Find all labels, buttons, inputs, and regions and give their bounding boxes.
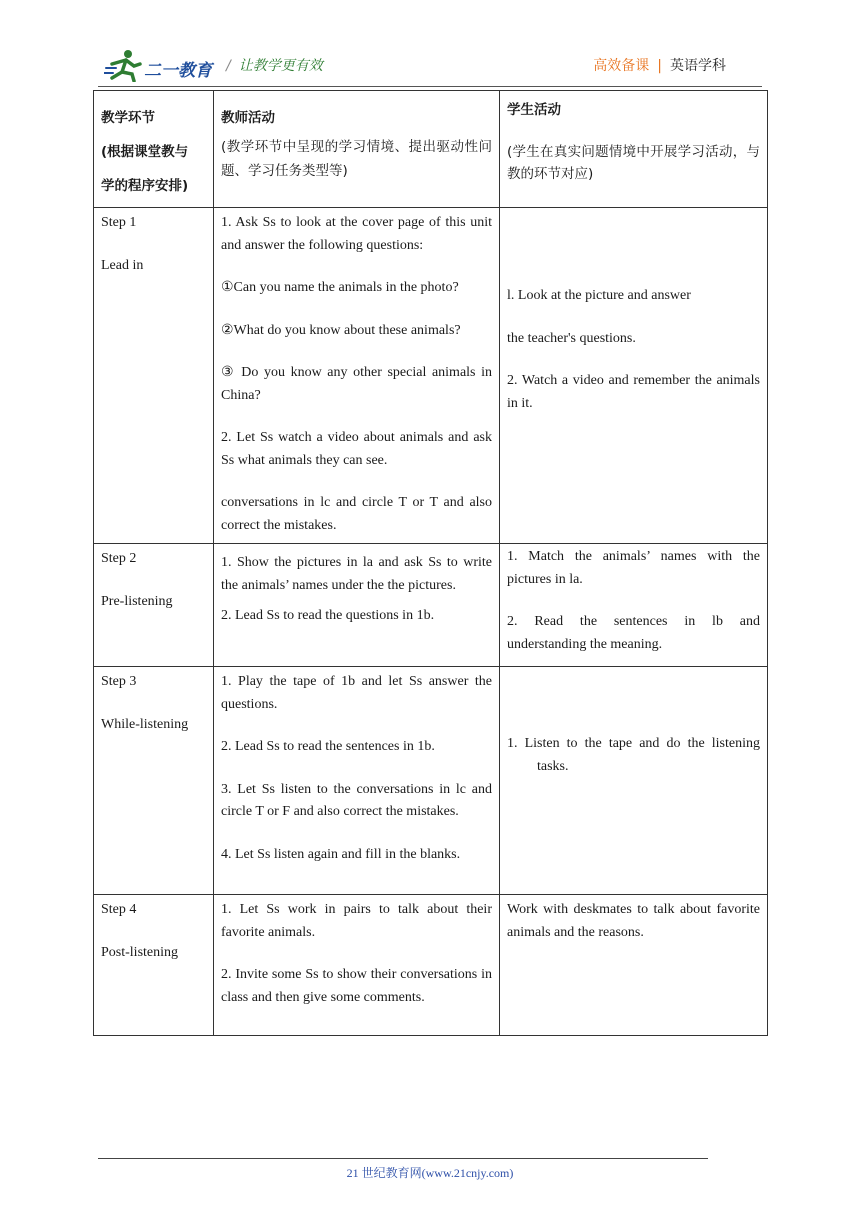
table-header-row xyxy=(94,91,768,208)
footer-rule xyxy=(98,1158,708,1159)
slash-divider: / xyxy=(226,58,231,74)
stage-label: While-listening xyxy=(101,716,189,732)
teacher-item: 2. Lead Ss to read the sentences in 1b. xyxy=(221,739,435,754)
step-cell xyxy=(94,895,214,1036)
slogan-text: 让教学更有效 xyxy=(238,58,323,74)
table-row xyxy=(94,208,768,544)
teacher-item: 4. Let Ss listen again and fill in the blanks. xyxy=(221,846,461,862)
header-stage-line: (根据课堂教与 xyxy=(101,144,189,160)
student-item: 1. Match the animals’ names with the pictures in la. xyxy=(507,549,760,587)
teacher-activity-cell xyxy=(214,208,500,544)
teacher-item: 3. Let Ss listen to the conversations in lc and circle T or F and also correct the mistakes. xyxy=(221,781,492,819)
footer-text: 21 世纪教育网(www.21cnjy.com) xyxy=(346,1166,514,1180)
header-student-title: 学生活动 xyxy=(507,102,561,118)
teacher-item: ③ Do you know any other special animals in China? xyxy=(221,365,492,403)
header-tag-b: 英语学科 xyxy=(670,58,726,74)
header-teacher-sub: (教学环节中呈现的学习情境、提出驱动性问题、学习任务类型等) xyxy=(221,139,492,179)
logo-text: 二一教育 xyxy=(144,61,212,80)
step-cell xyxy=(94,544,214,667)
stage-label: Pre-listening xyxy=(101,593,173,609)
table-row xyxy=(94,895,768,1036)
step-label: Step 2 xyxy=(101,551,137,566)
teacher-item: 1. Ask Ss to look at the cover page of this unit and answer the following questions: xyxy=(221,215,492,253)
step-cell xyxy=(94,208,214,544)
table-row xyxy=(94,544,768,667)
teacher-item: 1. Let Ss work in pairs to talk about their favorite animals. xyxy=(221,902,492,940)
header-cell-teacher xyxy=(214,91,500,208)
teacher-item: ①Can you name the animals in the photo? xyxy=(221,280,459,295)
header-stage-line: 学的程序安排) xyxy=(101,178,189,194)
teacher-activity-cell xyxy=(214,544,500,667)
stage-label: Post-listening xyxy=(101,944,179,960)
logo xyxy=(104,48,214,82)
teacher-item: ②What do you know about these animals? xyxy=(221,322,461,338)
header-right xyxy=(593,55,726,75)
teacher-item: 1. Play the tape of 1b and let Ss answer the questions. xyxy=(221,674,492,712)
teacher-item: 2. Lead Ss to read the questions in 1b. xyxy=(221,608,435,623)
header-teacher-title: 教师活动 xyxy=(221,110,275,126)
slogan xyxy=(226,55,323,75)
teacher-item: conversations in lc and circle T or T and also correct the mistakes. xyxy=(221,495,492,533)
student-activity-cell xyxy=(500,667,768,895)
student-item: l. Look at the picture and answer xyxy=(507,288,691,303)
student-activity-cell xyxy=(500,544,768,667)
step-label: Step 1 xyxy=(101,215,137,230)
header-cell-stage xyxy=(94,91,214,208)
student-item: 2. Watch a video and remember the animals in it. xyxy=(507,373,760,411)
teacher-activity-cell xyxy=(214,667,500,895)
lesson-plan-table xyxy=(93,90,768,1036)
header-rule xyxy=(98,86,762,87)
teacher-activity-cell xyxy=(214,895,500,1036)
header-cell-student xyxy=(500,91,768,208)
teacher-item: 2. Invite some Ss to show their conversations in class and then give some comments. xyxy=(221,967,492,1005)
teacher-item: 2. Let Ss watch a video about animals and ask Ss what animals they can see. xyxy=(221,430,492,468)
table-row xyxy=(94,667,768,895)
header-separator: | xyxy=(657,58,662,74)
step-cell xyxy=(94,667,214,895)
step-label: Step 3 xyxy=(101,674,137,689)
teacher-item: 1. Show the pictures in la and ask Ss to write the animals’ names under the the pictures. xyxy=(221,555,492,593)
header-tag-a: 高效备课 xyxy=(593,58,650,74)
header-student-sub: (学生在真实问题情境中开展学习活动，与教的环节对应) xyxy=(507,144,760,182)
student-item: 1. Listen to the tape and do the listening tasks. xyxy=(507,736,760,774)
student-item: the teacher's questions. xyxy=(507,330,636,346)
student-item: 2. Read the sentences in lb and understanding the meaning. xyxy=(507,614,760,652)
runner-logo-icon xyxy=(104,48,144,82)
student-activity-cell xyxy=(500,208,768,544)
student-item: Work with deskmates to talk about favorite animals and the reasons. xyxy=(507,902,760,940)
student-activity-cell xyxy=(500,895,768,1036)
page-header xyxy=(98,44,762,86)
stage-label: Lead in xyxy=(101,257,144,273)
step-label: Step 4 xyxy=(101,902,137,917)
header-stage-line: 教学环节 xyxy=(101,110,155,126)
